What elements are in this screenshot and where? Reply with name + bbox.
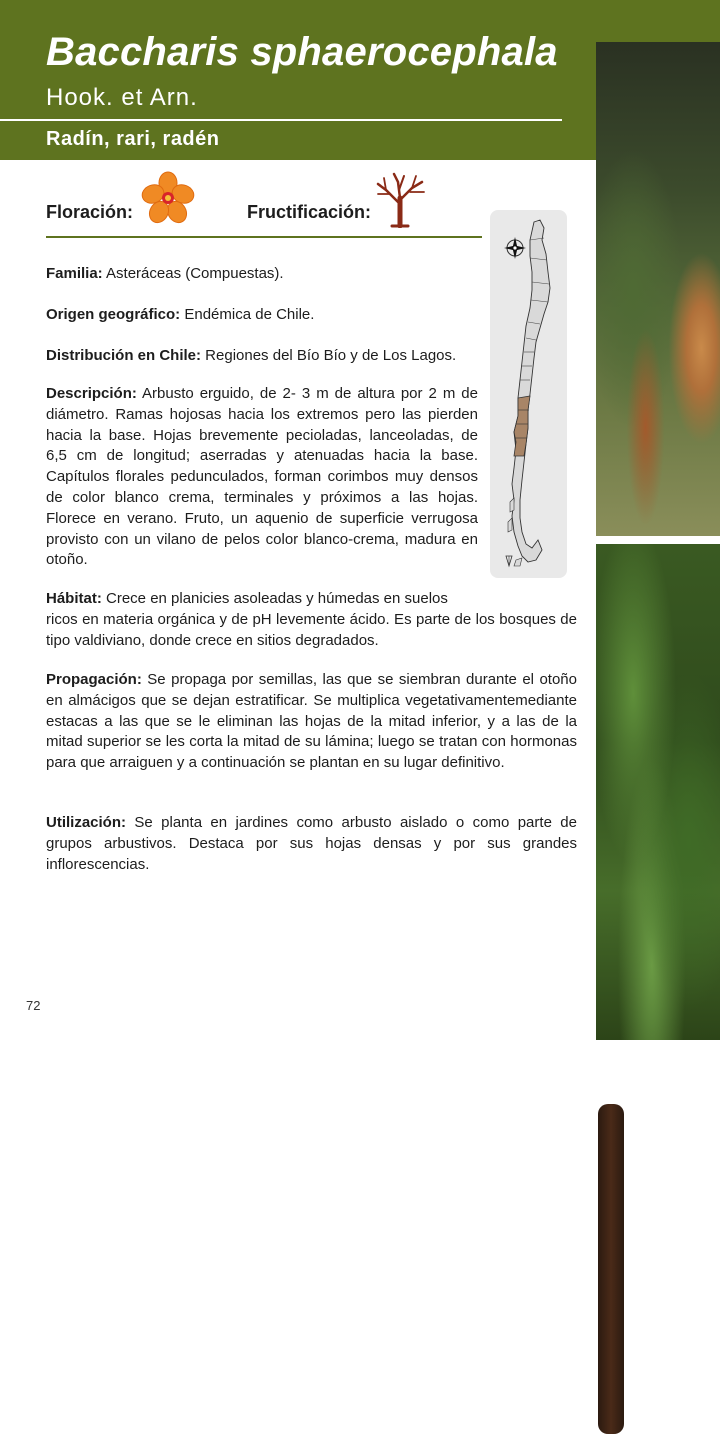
- distribution-value: Regiones del Bío Bío y de Los Lagos.: [201, 347, 457, 364]
- propagation-value: Se propaga por semillas, las que se siembran durante el otoño en almácigos que se dejan estratificar. Se multiplica vegetativamentemediante estacas a las que se le eliminan las hojas de la mitad inferior, y a las de la mitad superior se les corta la mitad de su lámina; luego se tratan con hormonas para que arraiguen y a continuación se plantan en su lugar definitivo.: [46, 671, 577, 772]
- origin-paragraph: [46, 305, 486, 326]
- scientific-name: Baccharis sphaerocephala: [46, 30, 558, 74]
- author-citation: Hook. et Arn.: [46, 84, 198, 111]
- photo-strip: [596, 42, 720, 1040]
- highlighted-regions: [514, 396, 530, 456]
- origin-label: Origen geográfico:: [46, 306, 181, 323]
- propagation-label: Propagación:: [46, 671, 142, 688]
- page-number: 72: [26, 998, 41, 1013]
- habitat-paragraph-first-line: [46, 589, 488, 610]
- use-value: Se planta en jardines como arbusto aislado o como parte de grupos arbustivos. Destaca por sus hojas densas y por sus grandes inflorescencias.: [46, 814, 577, 873]
- common-names: Radín, rari, radén: [46, 128, 220, 150]
- description-paragraph: [46, 384, 478, 571]
- use-paragraph: [46, 813, 577, 875]
- habitat-paragraph-rest: [46, 610, 577, 652]
- habitat-photo: [596, 42, 720, 536]
- orange-flower-icon: [140, 170, 196, 226]
- propagation-paragraph: [46, 670, 577, 774]
- header-divider: [0, 119, 562, 121]
- compass-icon: [504, 237, 526, 259]
- phenology-divider: [46, 236, 482, 238]
- stem-shape: [598, 1104, 624, 1434]
- distribution-paragraph: [46, 346, 486, 367]
- family-value: Asteráceas (Compuestas).: [102, 265, 284, 282]
- distribution-map-card: [490, 210, 567, 578]
- bare-tree-icon: [372, 170, 428, 228]
- habitat-value-rest: ricos en materia orgánica y de pH levemente ácido. Es parte de los bosques de tipo valdiviano, donde crece en sitios degradados.: [46, 611, 577, 649]
- description-value: Arbusto erguido, de 2- 3 m de altura por 2 m de diámetro. Ramas hojosas hacia los extremos pero las pierden hacia la base. Hojas brevemente pecioladas, lanceoladas, de 6,5 cm de longitud; aserradas y atenuadas hacia la base. Capítulos florales pedunculados, forman corimbos muy densos de color blanco crema, terminales y próximos a las hojas. Florece en verano. Fruto, un aquenio de superficie verrugosa provisto con un vilano de pelos color blanco-crema, madura en otoño.: [46, 385, 478, 569]
- distribution-label: Distribución en Chile:: [46, 347, 202, 364]
- habitat-value-first-line: Crece en planicies asoleadas y húmedas en suelos: [101, 590, 448, 607]
- leaf-photo: [596, 544, 720, 1040]
- antarctic-inset-icon: [506, 556, 512, 566]
- fruiting-label: Fructificación:: [247, 202, 372, 222]
- family-paragraph: [46, 264, 486, 285]
- family-label: Familia:: [46, 265, 103, 282]
- origin-value: Endémica de Chile.: [180, 306, 315, 323]
- habitat-label: Hábitat:: [46, 590, 102, 607]
- flowering-label: Floración:: [46, 202, 134, 222]
- description-label: Descripción:: [46, 385, 137, 402]
- chile-regions-map: [490, 210, 567, 578]
- use-label: Utilización:: [46, 814, 127, 831]
